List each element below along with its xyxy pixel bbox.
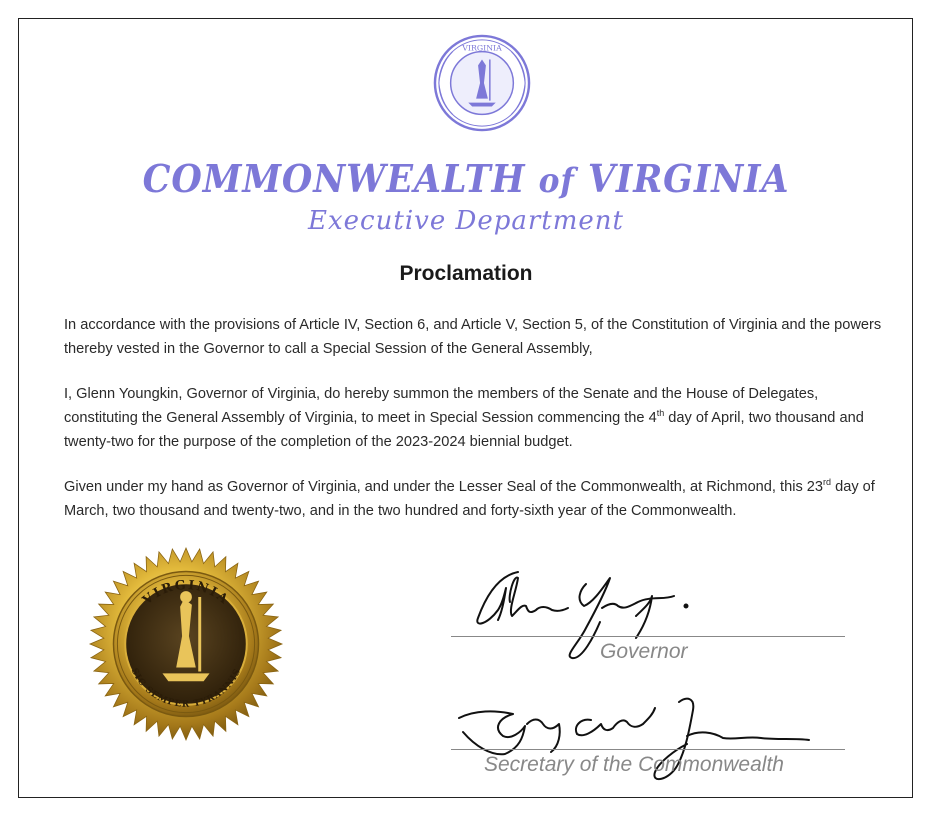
seal-text-bottom: SIC SEMPER TYRANNIS [128,666,244,710]
paragraph-2-superscript: th [656,408,665,418]
governor-signature-line [451,636,845,637]
letterhead-title [37,156,894,201]
paragraph-2 [64,382,894,454]
letterhead-subtitle: Executive Department [308,206,624,236]
title-of: of [538,161,575,201]
seal-top-text: VIRGINIA [462,43,502,53]
virginia-seal-top-icon [433,34,531,132]
paragraph-3-text-b: day of March, two thousand and twenty-two, and in the two hundred and forty-sixth year of the Commonwealth. [64,479,875,519]
secretary-signature-line [451,749,845,750]
gold-seal-icon [88,546,284,742]
paragraph-3-text-a: Given under my hand as Governor of Virginia, and under the Lesser Seal of the Commonwealth, at Richmond, this 23 [64,479,824,495]
paragraph-2-text-b: day of April, two thousand and twenty-two for the purpose of the completion of the 2023-2024 biennial budget. [64,410,864,450]
paragraph-3 [64,475,894,523]
governor-label: Governor [600,640,688,663]
paragraph-2-text-a: I, Glenn Youngkin, Governor of Virginia, do hereby summon the members of the Senate and the House of Delegates, constituting the General Assembly of Virginia, to meet in Special Session commencing the 4 [64,386,819,426]
paragraph-1: In accordance with the provisions of Article IV, Section 6, and Article V, Section 5, of the Constitution of Virginia and the powers thereby vested in the Governor to call a Special Session of the General Assembly, [64,317,882,357]
document-heading: Proclamation [399,262,533,285]
paragraph-3-superscript: rd [823,477,832,487]
secretary-label: Secretary of the Commonwealth [484,753,784,776]
title-commonwealth: COMMONWEALTH [142,156,526,201]
title-virginia: VIRGINIA [587,156,790,201]
seal-text-top: VIRGINIA [139,577,233,609]
